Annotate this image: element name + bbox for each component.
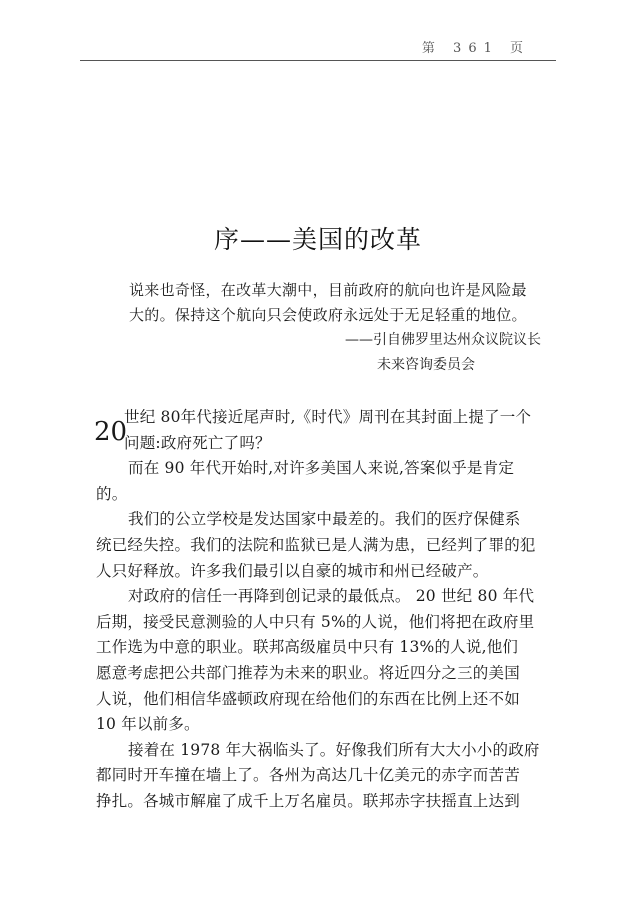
text-line: 我们的公立学校是发达国家中最差的。我们的医疗保健系 (128, 510, 521, 529)
lead-paragraph (96, 405, 548, 456)
text-line: 工作选为中意的职业。联邦高级雇员中只有 13%的人说,他们 (96, 638, 519, 657)
chapter-title: 序——美国的改革 (213, 225, 422, 254)
text-line: 而在 90 年代开始时,对许多美国人来说,答案似乎是肯定 (128, 459, 515, 478)
text-line: 后期，接受民意测验的人中只有 5%的人说，他们将把在政府里 (96, 612, 535, 631)
text-line: 10 年以前多。 (96, 715, 200, 734)
text-line: 愿意考虑把公共部门推荐为未来的职业。将近四分之三的美国 (96, 663, 520, 682)
text-line: 都同时开车撞在墙上了。各州为高达几十亿美元的赤字而苦苦 (96, 766, 520, 785)
text-line: 对政府的信任一再降到创记录的最低点。 20 世纪 80 年代 (128, 587, 535, 606)
body-text (96, 405, 548, 815)
epigraph-line: 说来也奇怪，在改革大潮中，目前政府的航向也许是风险最 (129, 281, 527, 299)
text-line: 人只好释放。许多我们最引以自豪的城市和州已经破产。 (96, 561, 489, 580)
drop-cap: 20 (94, 417, 128, 447)
page-number: 第 361 页 (421, 41, 530, 56)
epigraph-attribution: ——引自佛罗里达州众议院议长 (345, 332, 541, 348)
epigraph-line: 大的。保持这个航向只会使政府永远处于无足轻重的地位。 (129, 306, 527, 324)
text-line: 接着在 1978 年大祸临头了。好像我们所有大大小小的政府 (128, 740, 540, 759)
header-rule (80, 60, 556, 61)
page-header (0, 0, 636, 60)
epigraph-organization: 未来咨询委员会 (377, 357, 475, 373)
epigraph (129, 278, 547, 378)
text-line: 人说，他们相信华盛顿政府现在给他们的东西在比例上还不如 (96, 689, 520, 708)
text-line: 世纪 80年代接近尾声时,《时代》周刊在其封面上提了一个 (124, 408, 532, 426)
text-line: 的。 (96, 484, 128, 503)
text-line: 统已经失控。我们的法院和监狱已是人满为患，已经判了罪的犯 (96, 535, 536, 554)
text-line: 挣扎。各城市解雇了成千上万名雇员。联邦赤字扶摇直上达到 (96, 791, 520, 810)
text-line: 问题:政府死亡了吗？ (124, 433, 271, 452)
